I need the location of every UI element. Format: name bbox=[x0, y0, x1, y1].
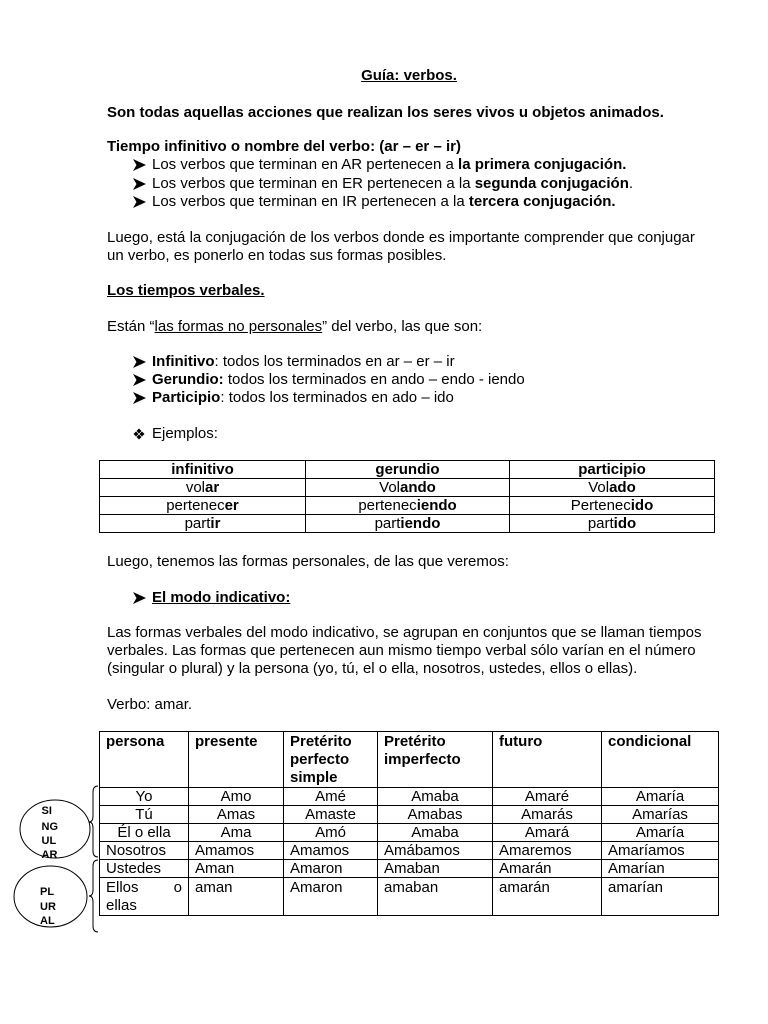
table-cell bbox=[100, 515, 306, 533]
word-stem: pertenec bbox=[166, 497, 225, 514]
conjugation-name: segunda conjugación bbox=[474, 175, 629, 192]
bullet-text: Los verbos que terminan en ER pertenecen a la bbox=[152, 175, 475, 192]
table-cell: Amaríamos bbox=[602, 842, 719, 860]
plural-label-line: AL bbox=[40, 915, 55, 927]
word-stem: part bbox=[374, 515, 401, 532]
plural-curly-brace-icon bbox=[89, 860, 98, 932]
table-cell bbox=[510, 497, 715, 515]
arrowhead-bullet-icon bbox=[133, 374, 146, 386]
plural-label-line: UR bbox=[40, 901, 56, 913]
arrowhead-bullet-icon bbox=[133, 196, 146, 208]
table-cell: Amarás bbox=[493, 806, 602, 824]
form-term: Gerundio: bbox=[152, 371, 224, 388]
singular-curly-brace-icon bbox=[89, 786, 98, 857]
non-personal-form-bullet bbox=[133, 389, 733, 407]
non-personal-form-text bbox=[152, 371, 525, 389]
conjugation-name: tercera conjugación. bbox=[468, 193, 616, 210]
header-infinitivo: infinitivo bbox=[100, 461, 306, 479]
conjugation-bullet-text bbox=[152, 175, 633, 193]
table-header-row bbox=[100, 732, 719, 788]
table-cell: Amaban bbox=[378, 860, 493, 878]
arrowhead-bullet-icon bbox=[133, 178, 146, 190]
table-cell: Amaré bbox=[493, 788, 602, 806]
table-row bbox=[100, 842, 719, 860]
table-cell bbox=[100, 497, 306, 515]
conjugation-bullet bbox=[133, 175, 733, 193]
table-cell: aman bbox=[189, 878, 284, 916]
non-personal-form-bullet bbox=[133, 371, 733, 389]
table-row bbox=[100, 479, 715, 497]
examples-label: Ejemplos: bbox=[152, 425, 218, 442]
word-ending: ado bbox=[609, 479, 636, 496]
word-stem: Vol bbox=[588, 479, 610, 496]
header-gerundio: gerundio bbox=[306, 461, 510, 479]
page-title: Guía: verbos. bbox=[361, 67, 457, 84]
table-row bbox=[100, 806, 719, 824]
table-cell bbox=[306, 515, 510, 533]
singular-label-line: SI bbox=[41, 805, 52, 817]
table-cell bbox=[306, 479, 510, 497]
word-ending: ar bbox=[205, 479, 220, 496]
persona-text: Ellos o ellas bbox=[106, 879, 182, 914]
bullet-text: Los verbos que terminan en IR pertenecen a la bbox=[152, 193, 469, 210]
plural-label-line: PL bbox=[40, 886, 55, 898]
form-description: : todos los terminados en ado – ido bbox=[220, 389, 454, 406]
table-cell: Amaría bbox=[602, 824, 719, 842]
non-personal-form-bullet bbox=[133, 353, 733, 371]
table-cell: Amarías bbox=[602, 806, 719, 824]
form-description: todos los terminados en ando – endo - iendo bbox=[223, 371, 525, 388]
indicative-paragraph-line: verbales. Las formas que pertenecen aun mismo tiempo verbal sólo varían en el número bbox=[107, 642, 696, 659]
word-ending: iendo bbox=[416, 497, 457, 514]
header-condicional: condicional bbox=[602, 732, 719, 788]
word-ending: er bbox=[224, 497, 239, 514]
singular-label-line: AR bbox=[41, 849, 58, 861]
word-ending: ido bbox=[613, 515, 637, 532]
table-cell: Amabas bbox=[378, 806, 493, 824]
word-stem: Vol bbox=[379, 479, 400, 496]
header-presente: presente bbox=[189, 732, 284, 788]
persona-cell: Él o ella bbox=[100, 824, 189, 842]
persona-cell: Yo bbox=[100, 788, 189, 806]
header-preterito-imperfecto: Pretérito imperfecto bbox=[378, 732, 493, 788]
table-cell: amarán bbox=[493, 878, 602, 916]
conjugation-bullet-text bbox=[152, 193, 616, 211]
tenses-heading: Los tiempos verbales. bbox=[107, 282, 265, 299]
table-cell bbox=[510, 515, 715, 533]
examples-bullet bbox=[133, 425, 733, 443]
arrowhead-bullet-icon bbox=[133, 356, 146, 368]
table-cell bbox=[306, 497, 510, 515]
word-ending: ando bbox=[400, 479, 436, 496]
personal-forms-intro: Luego, tenemos las formas personales, de las que veremos: bbox=[107, 553, 509, 570]
table-cell bbox=[100, 479, 306, 497]
indicative-paragraph-line: Las formas verbales del modo indicativo, se agrupan en conjuntos que se llaman tiempos bbox=[107, 624, 702, 641]
singular-label-line: UL bbox=[41, 835, 57, 847]
conjugation-name: la primera conjugación. bbox=[458, 156, 627, 173]
form-description: : todos los terminados en ar – er – ir bbox=[214, 353, 455, 370]
table-cell: Amé bbox=[284, 788, 378, 806]
intro-text: ” del verbo, las que son: bbox=[322, 318, 483, 335]
table-cell: Amará bbox=[493, 824, 602, 842]
bullet-text: Los verbos que terminan en AR pertenecen a bbox=[152, 156, 459, 173]
table-cell: Amábamos bbox=[378, 842, 493, 860]
word-stem: part bbox=[184, 515, 211, 532]
examples-table bbox=[99, 460, 715, 533]
indicative-paragraph-line: (singular o plural) y la persona (yo, tú, el o ella, nosotros, ustedes, ellos o ellas). bbox=[107, 660, 638, 677]
persona-cell: Tú bbox=[100, 806, 189, 824]
table-row bbox=[100, 788, 719, 806]
conjugation-bullet-text bbox=[152, 156, 626, 174]
table-cell: Amarán bbox=[493, 860, 602, 878]
non-personal-form-text bbox=[152, 353, 455, 371]
non-personal-form-text bbox=[152, 389, 454, 407]
table-cell: Amaremos bbox=[493, 842, 602, 860]
table-cell: Ama bbox=[189, 824, 284, 842]
table-cell: Amo bbox=[189, 788, 284, 806]
indicative-heading-bullet bbox=[133, 589, 733, 607]
word-ending: ido bbox=[630, 497, 654, 514]
word-ending: ir bbox=[210, 515, 221, 532]
conjugation-paragraph-line: un verbo, es ponerlo en todas sus formas posibles. bbox=[107, 247, 447, 264]
arrowhead-bullet-icon bbox=[133, 592, 146, 604]
table-cell bbox=[510, 479, 715, 497]
table-row bbox=[100, 824, 719, 842]
table-cell: Amaba bbox=[378, 788, 493, 806]
word-ending: iendo bbox=[400, 515, 441, 532]
table-row bbox=[100, 497, 715, 515]
table-cell: Amaron bbox=[284, 878, 378, 916]
infinitive-heading: Tiempo infinitivo o nombre del verbo: (ar – er – ir) bbox=[107, 138, 461, 155]
table-row bbox=[100, 878, 719, 916]
header-participio: participio bbox=[510, 461, 715, 479]
word-stem: part bbox=[587, 515, 614, 532]
four-diamond-bullet-icon bbox=[133, 428, 145, 440]
conjugation-table bbox=[99, 731, 719, 916]
table-cell: Amarían bbox=[602, 860, 719, 878]
form-term: Participio bbox=[152, 389, 221, 406]
table-cell: Amaba bbox=[378, 824, 493, 842]
table-cell: Amamos bbox=[284, 842, 378, 860]
indicative-heading: El modo indicativo: bbox=[152, 589, 291, 606]
persona-cell bbox=[100, 878, 189, 916]
table-cell: amarían bbox=[602, 878, 719, 916]
conjugation-paragraph-line: Luego, está la conjugación de los verbos donde es importante comprender que conjugar bbox=[107, 229, 695, 246]
non-personal-forms-term: las formas no personales bbox=[154, 318, 323, 335]
table-header-row bbox=[100, 461, 715, 479]
verb-definition: Son todas aquellas acciones que realizan los seres vivos u objetos animados. bbox=[107, 104, 664, 121]
word-stem: vol bbox=[185, 479, 205, 496]
header-persona: persona bbox=[100, 732, 189, 788]
bullet-tail: . bbox=[628, 175, 634, 192]
verb-label: Verbo: amar. bbox=[107, 696, 193, 713]
header-futuro: futuro bbox=[493, 732, 602, 788]
form-term: Infinitivo bbox=[152, 353, 215, 370]
table-cell: Amaron bbox=[284, 860, 378, 878]
arrowhead-bullet-icon bbox=[133, 159, 146, 171]
table-row bbox=[100, 860, 719, 878]
word-stem: Pertenec bbox=[570, 497, 631, 514]
conjugation-bullet bbox=[133, 156, 733, 174]
persona-cell: Nosotros bbox=[100, 842, 189, 860]
table-row bbox=[100, 515, 715, 533]
table-cell: amaban bbox=[378, 878, 493, 916]
non-personal-intro bbox=[107, 318, 482, 336]
conjugation-bullet bbox=[133, 193, 733, 211]
table-cell: Aman bbox=[189, 860, 284, 878]
number-groups-annotation bbox=[0, 780, 104, 940]
arrowhead-bullet-icon bbox=[133, 392, 146, 404]
table-cell: Amaría bbox=[602, 788, 719, 806]
singular-label-line: NG bbox=[41, 821, 58, 833]
persona-cell: Ustedes bbox=[100, 860, 189, 878]
intro-text: Están “ bbox=[107, 318, 155, 335]
table-cell: Amó bbox=[284, 824, 378, 842]
table-cell: Amaste bbox=[284, 806, 378, 824]
header-preterito-perfecto-simple: Pretérito perfecto simple bbox=[284, 732, 378, 788]
table-cell: Amas bbox=[189, 806, 284, 824]
table-cell: Amamos bbox=[189, 842, 284, 860]
word-stem: pertenec bbox=[358, 497, 417, 514]
